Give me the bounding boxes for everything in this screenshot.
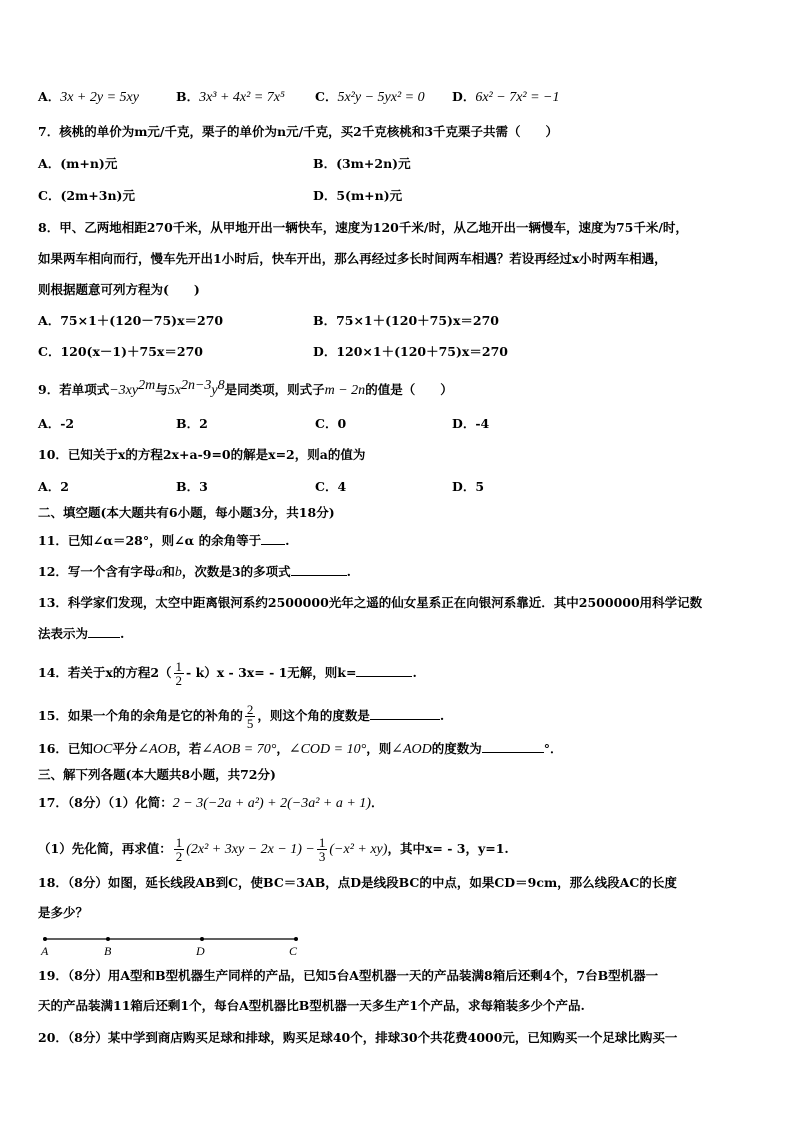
section-solve-heading: 三、解下列各题(本大题共8小题，共72分) [38, 767, 276, 782]
q19-line1: 19．（8分）用A型和B型机器生产同样的产品，已知5台A型机器一天的产品装满8箱后还剩4个，7台B型机器一 [38, 968, 659, 983]
q16: 16．已知OC平分∠AOB，若∠AOB = 70°，∠COD = 10°，则∠AOD的度数为 °． [38, 741, 563, 757]
q7-stem: 7．核桃的单价为m元/千克，栗子的单价为n元/千克，买2千克核桃和3千克栗子共需（ ） [38, 124, 559, 139]
q12: 12．写一个含有字母a和b，次数是3的多项式 . [38, 564, 351, 580]
q10-option-b: B．3 [176, 479, 208, 494]
q6-option-b: B．3x³ + 4x² = 7x⁵ [176, 89, 285, 105]
q15: 15．如果一个角的余角是它的补角的 $\frac{2}{5}$ ，则这个角的度数是 . [38, 702, 445, 731]
point-a-dot [43, 937, 47, 941]
answer-blank [356, 664, 412, 677]
q9-option-c: C．0 [315, 416, 347, 431]
q7-option-a: A．(m+n)元 [38, 156, 118, 171]
q6-option-d: D．6x² − 7x² = −1 [452, 89, 560, 105]
q13-line2: 法表示为 . [38, 626, 125, 641]
q18-line2: 是多少？ [38, 905, 89, 920]
q7-option-b: B．(3m+2n)元 [313, 156, 411, 171]
fraction: $\frac{1}{3}$ [318, 835, 326, 864]
q11: 11．已知∠α＝28°，则∠α 的余角等于 . [38, 533, 290, 548]
q10-option-c: C．4 [315, 479, 347, 494]
fraction: $\frac{1}{2}$ [175, 835, 183, 864]
q19-line2: 天的产品装满11箱后还剩1个，每台A型机器比B型机器一天多生产1个产品，求每箱装多少个产品. [38, 998, 585, 1013]
q8-stem-line2: 如果两车相向而行，慢车先开出1小时后，快车开出，那么再经过多长时间两车相遇？若设再经过x小时两车相遇， [38, 251, 667, 266]
section-fill-in-heading: 二、填空题(本大题共有6小题，每小题3分，共18分) [38, 505, 335, 520]
answer-blank [88, 625, 120, 638]
point-b-dot [106, 937, 110, 941]
point-b-label: B [104, 944, 112, 958]
point-d-dot [200, 937, 204, 941]
fraction: $\frac{1}{2}$ [175, 659, 183, 688]
q9-option-a: A．-2 [38, 416, 75, 431]
q6-option-a: A．3x + 2y = 5xy [38, 89, 139, 105]
q17-part2: （1）先化简，再求值： $\frac{1}{2}$ (2x² + 3xy − 2x − 1) − $\frac{1}{3}$ (−x² + xy)，其中x= - 3，y=1. [38, 835, 509, 864]
answer-blank [261, 532, 285, 545]
q7-option-d: D．5(m+n)元 [313, 188, 403, 203]
q7-option-c: C．(2m+3n)元 [38, 188, 135, 203]
q8-option-d: D．120×1＋(120＋75)x＝270 [313, 344, 508, 359]
answer-blank [370, 707, 440, 720]
q10-stem: 10．已知关于x的方程2x+a-9=0的解是x=2，则a的值为 [38, 447, 366, 462]
answer-blank [482, 740, 544, 753]
q10-option-d: D．5 [452, 479, 485, 494]
q14: 14．若关于x的方程2（ $\frac{1}{2}$ - k）x - 3x= - 1无解，则k= . [38, 659, 417, 688]
q20-line1: 20．（8分）某中学到商店购买足球和排球，购买足球40个，排球30个共花费4000元，已知购买一个足球比购买一 [38, 1030, 678, 1045]
point-c-dot [294, 937, 298, 941]
q6-option-c: C．5x²y − 5yx² = 0 [315, 89, 425, 105]
answer-blank [291, 563, 347, 576]
segment-figure [38, 932, 308, 960]
point-c-label: C [289, 944, 298, 958]
point-d-label: D [196, 944, 205, 958]
q17-part1: 17．（8分）（1）化简：2 − 3(−2a + a²) + 2(−3a² + a + 1)． [38, 795, 384, 811]
point-a-label: A [41, 944, 49, 958]
q8-option-a: A．75×1＋(120－75)x＝270 [38, 313, 224, 328]
q9-stem: 9．若单项式$-3xy^{2m}$与$5x^{2n-3}y^8$是同类项，则式子m − 2n的值是（ ） [38, 378, 453, 399]
q9-option-d: D．-4 [452, 416, 490, 431]
q8-stem-line3: 则根据题意可列方程为( ) [38, 282, 200, 297]
q13-line1: 13．科学家们发现，太空中距离银河系约2500000光年之遥的仙女星系正在向银河系靠近．其中2500000用科学记数 [38, 595, 703, 610]
q8-option-b: B．75×1＋(120＋75)x＝270 [313, 313, 499, 328]
q10-option-a: A．2 [38, 479, 69, 494]
fraction: $\frac{2}{5}$ [246, 702, 254, 731]
q8-stem-line1: 8．甲、乙两地相距270千米，从甲地开出一辆快车，速度为120千米/时，从乙地开出一辆慢车，速度为75千米/时， [38, 220, 688, 235]
q8-option-c: C．120(x－1)＋75x＝270 [38, 344, 203, 359]
q18-line1: 18．（8分）如图，延长线段AB到C，使BC＝3AB，点D是线段BC的中点，如果CD＝9cm，那么线段AC的长度 [38, 875, 677, 890]
q9-option-b: B．2 [176, 416, 208, 431]
